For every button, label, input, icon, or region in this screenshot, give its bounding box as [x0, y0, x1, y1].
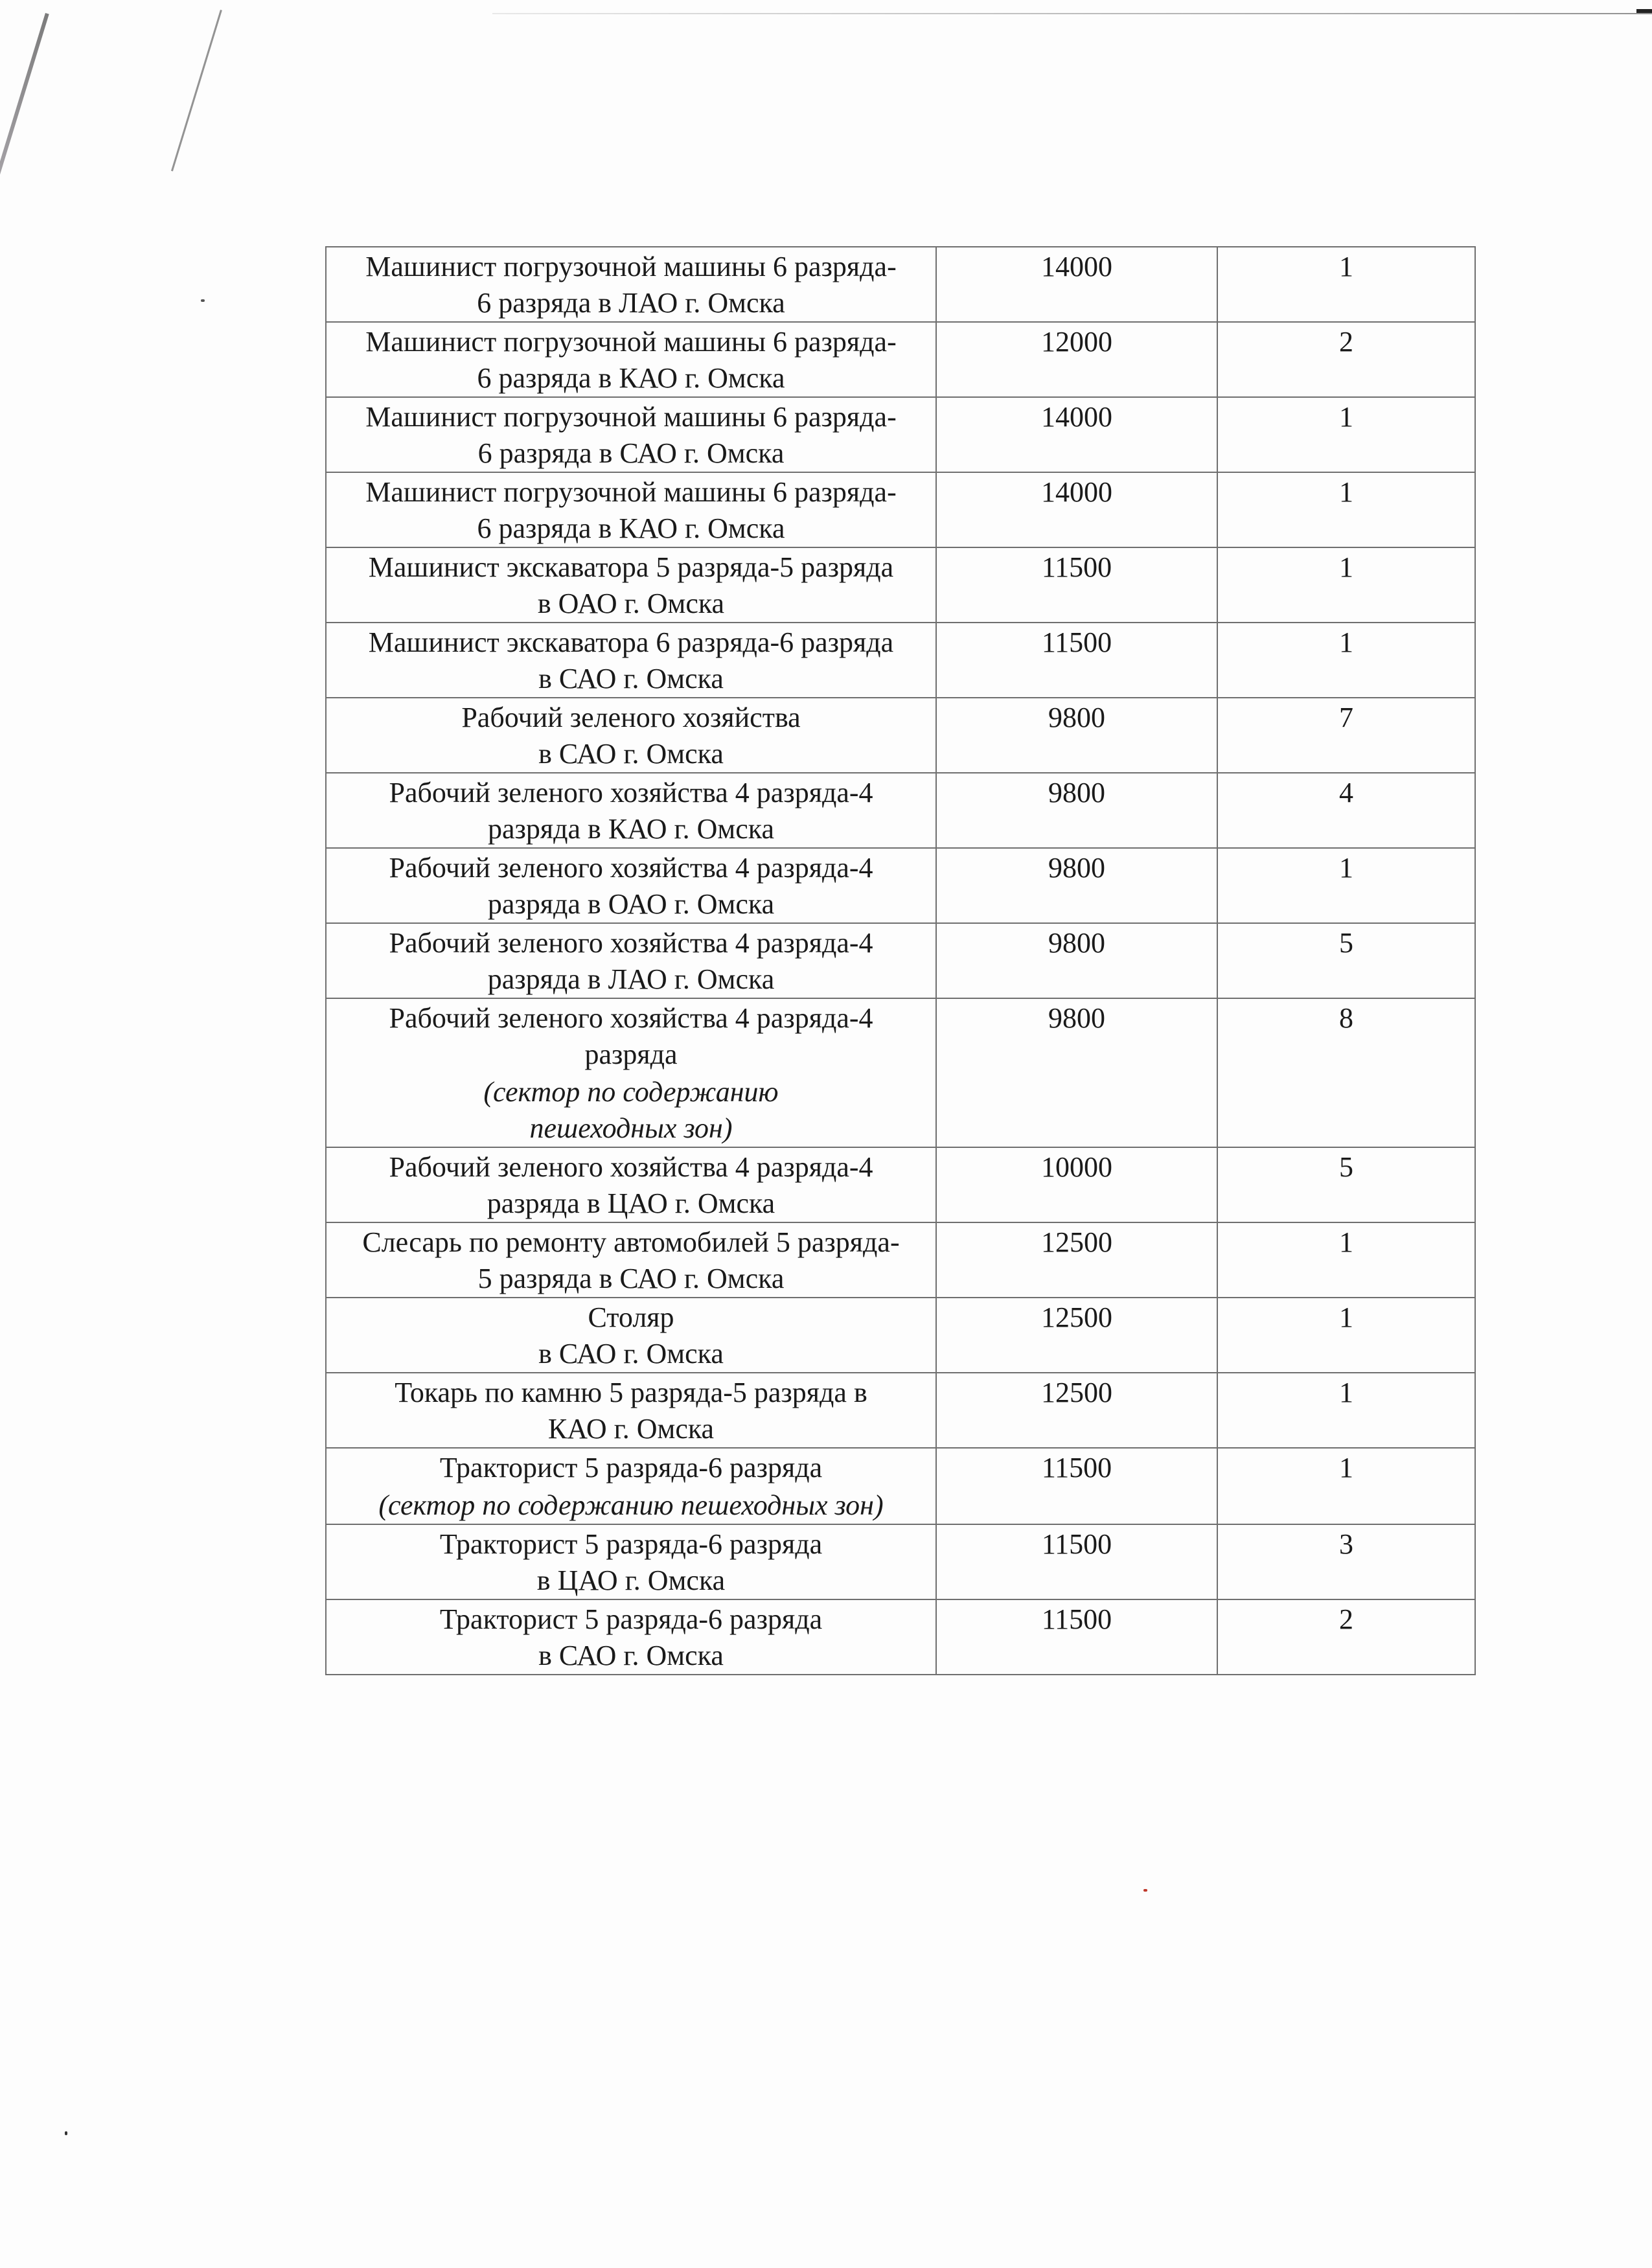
position-name: Токарь по камню 5 разряда-5 разряда в КАО г. Омска — [395, 1377, 867, 1445]
salary-value: 9800 — [1048, 702, 1105, 733]
table-row — [326, 848, 1475, 923]
position-name-cell — [326, 923, 936, 998]
salary-cell — [936, 698, 1217, 773]
count-cell — [1217, 998, 1475, 1147]
position-name: Машинист погрузочной машины 6 разряда- 6 разряда в САО г. Омска — [365, 401, 897, 469]
table-row — [326, 397, 1475, 472]
position-note: (сектор по содержанию пешеходных зон) — [378, 1489, 884, 1521]
position-name: Слесарь по ремонту автомобилей 5 разряда- 5 разряда в САО г. Омска — [362, 1226, 900, 1294]
table-row — [326, 1599, 1475, 1675]
vacancy-count: 1 — [1339, 551, 1353, 583]
salary-cell — [936, 1373, 1217, 1448]
count-cell — [1217, 623, 1475, 698]
vacancy-count: 8 — [1339, 1002, 1353, 1034]
table-row — [326, 773, 1475, 848]
position-name: Машинист экскаватора 6 разряда-6 разряда в САО г. Омска — [368, 626, 894, 694]
table-row — [326, 1222, 1475, 1298]
salary-cell — [936, 397, 1217, 472]
salary-cell — [936, 623, 1217, 698]
vacancy-table-body — [326, 247, 1475, 1675]
salary-value: 11500 — [1041, 1528, 1112, 1560]
salary-value: 14000 — [1041, 401, 1112, 433]
position-name-cell — [326, 623, 936, 698]
salary-cell — [936, 547, 1217, 623]
salary-value: 9800 — [1048, 852, 1105, 884]
position-name: Машинист погрузочной машины 6 разряда- 6 разряда в ЛАО г. Омска — [365, 251, 897, 319]
vacancy-count: 2 — [1339, 1603, 1353, 1635]
position-name: Рабочий зеленого хозяйства 4 разряда-4 разряда в КАО г. Омска — [389, 777, 873, 845]
vacancy-count: 1 — [1339, 1377, 1353, 1408]
position-name-cell — [326, 322, 936, 397]
position-name-cell — [326, 998, 936, 1147]
vacancy-count: 1 — [1339, 1301, 1353, 1333]
position-name: Рабочий зеленого хозяйства в САО г. Омска — [461, 702, 801, 770]
vacancy-count: 4 — [1339, 777, 1353, 808]
position-name-cell — [326, 1524, 936, 1599]
vacancy-table — [325, 246, 1476, 1675]
position-name: Тракторист 5 разряда-6 разряда — [439, 1452, 823, 1483]
position-name-cell — [326, 1599, 936, 1675]
position-name-cell — [326, 1147, 936, 1222]
vacancy-count: 5 — [1339, 927, 1353, 959]
salary-value: 11500 — [1041, 626, 1112, 658]
position-name-cell — [326, 547, 936, 623]
table-row — [326, 247, 1475, 322]
vacancy-count: 1 — [1339, 626, 1353, 658]
salary-cell — [936, 1448, 1217, 1524]
salary-cell — [936, 1222, 1217, 1298]
position-name-cell — [326, 1373, 936, 1448]
salary-cell — [936, 472, 1217, 547]
count-cell — [1217, 1373, 1475, 1448]
count-cell — [1217, 472, 1475, 547]
count-cell — [1217, 773, 1475, 848]
count-cell — [1217, 923, 1475, 998]
count-cell — [1217, 1298, 1475, 1373]
table-row — [326, 698, 1475, 773]
salary-value: 9800 — [1048, 777, 1105, 808]
salary-value: 12000 — [1041, 326, 1112, 358]
table-row — [326, 1298, 1475, 1373]
position-name: Столяр в САО г. Омска — [538, 1301, 724, 1369]
salary-value: 9800 — [1048, 927, 1105, 959]
salary-value: 11500 — [1041, 1452, 1112, 1483]
scan-corner-mark — [1636, 9, 1652, 13]
salary-cell — [936, 1524, 1217, 1599]
vacancy-count: 2 — [1339, 326, 1353, 358]
vacancy-count: 1 — [1339, 401, 1353, 433]
count-cell — [1217, 698, 1475, 773]
table-row — [326, 1373, 1475, 1448]
scan-speck — [65, 2131, 67, 2135]
vacancy-count: 1 — [1339, 1452, 1353, 1483]
position-name-cell — [326, 397, 936, 472]
paper-crease — [0, 13, 49, 448]
salary-value: 14000 — [1041, 251, 1112, 282]
vacancy-count: 1 — [1339, 852, 1353, 884]
position-name-cell — [326, 247, 936, 322]
vacancy-count: 7 — [1339, 702, 1353, 733]
table-row — [326, 547, 1475, 623]
count-cell — [1217, 397, 1475, 472]
position-name-cell — [326, 848, 936, 923]
vacancy-count: 1 — [1339, 476, 1353, 508]
salary-value: 12500 — [1041, 1377, 1112, 1408]
count-cell — [1217, 1524, 1475, 1599]
vacancy-count: 5 — [1339, 1151, 1353, 1183]
salary-cell — [936, 923, 1217, 998]
scan-speck — [201, 299, 205, 302]
vacancy-count: 1 — [1339, 1226, 1353, 1258]
position-name-cell — [326, 698, 936, 773]
table-row — [326, 322, 1475, 397]
salary-value: 11500 — [1041, 551, 1112, 583]
position-name-cell — [326, 472, 936, 547]
table-row — [326, 1524, 1475, 1599]
paper-crease-secondary — [171, 10, 222, 172]
position-name: Машинист погрузочной машины 6 разряда- 6 разряда в КАО г. Омска — [365, 476, 897, 544]
position-name: Тракторист 5 разряда-6 разряда в ЦАО г. Омска — [439, 1528, 823, 1596]
position-name: Тракторист 5 разряда-6 разряда в САО г. Омска — [439, 1603, 823, 1671]
position-name: Машинист экскаватора 5 разряда-5 разряда в ОАО г. Омска — [368, 551, 894, 619]
position-name: Рабочий зеленого хозяйства 4 разряда-4 разряда в ОАО г. Омска — [389, 852, 873, 920]
salary-cell — [936, 773, 1217, 848]
count-cell — [1217, 1448, 1475, 1524]
salary-cell — [936, 1298, 1217, 1373]
scan-edge-line — [492, 13, 1652, 14]
vacancy-count: 1 — [1339, 251, 1353, 282]
salary-cell — [936, 247, 1217, 322]
table-row — [326, 998, 1475, 1147]
table-row — [326, 1448, 1475, 1524]
count-cell — [1217, 1599, 1475, 1675]
position-name-cell — [326, 1222, 936, 1298]
count-cell — [1217, 1147, 1475, 1222]
vacancy-count: 3 — [1339, 1528, 1353, 1560]
table-row — [326, 472, 1475, 547]
position-name: Рабочий зеленого хозяйства 4 разряда-4 разряда в ЦАО г. Омска — [389, 1151, 873, 1219]
salary-value: 10000 — [1041, 1151, 1112, 1183]
position-name: Рабочий зеленого хозяйства 4 разряда-4 разряда — [389, 1002, 873, 1070]
count-cell — [1217, 247, 1475, 322]
salary-value: 12500 — [1041, 1301, 1112, 1333]
salary-cell — [936, 998, 1217, 1147]
position-name: Рабочий зеленого хозяйства 4 разряда-4 разряда в ЛАО г. Омска — [389, 927, 873, 995]
salary-cell — [936, 848, 1217, 923]
position-note: (сектор по содержанию пешеходных зон) — [483, 1076, 779, 1144]
salary-cell — [936, 322, 1217, 397]
position-name: Машинист погрузочной машины 6 разряда- 6 разряда в КАО г. Омска — [365, 326, 897, 394]
salary-value: 9800 — [1048, 1002, 1105, 1034]
salary-value: 11500 — [1041, 1603, 1112, 1635]
position-name-cell — [326, 773, 936, 848]
count-cell — [1217, 1222, 1475, 1298]
position-name-cell — [326, 1298, 936, 1373]
table-row — [326, 923, 1475, 998]
table-row — [326, 1147, 1475, 1222]
salary-value: 12500 — [1041, 1226, 1112, 1258]
red-speck — [1143, 1889, 1147, 1892]
salary-cell — [936, 1147, 1217, 1222]
salary-cell — [936, 1599, 1217, 1675]
salary-value: 14000 — [1041, 476, 1112, 508]
count-cell — [1217, 848, 1475, 923]
position-name-cell — [326, 1448, 936, 1524]
count-cell — [1217, 322, 1475, 397]
table-row — [326, 623, 1475, 698]
count-cell — [1217, 547, 1475, 623]
